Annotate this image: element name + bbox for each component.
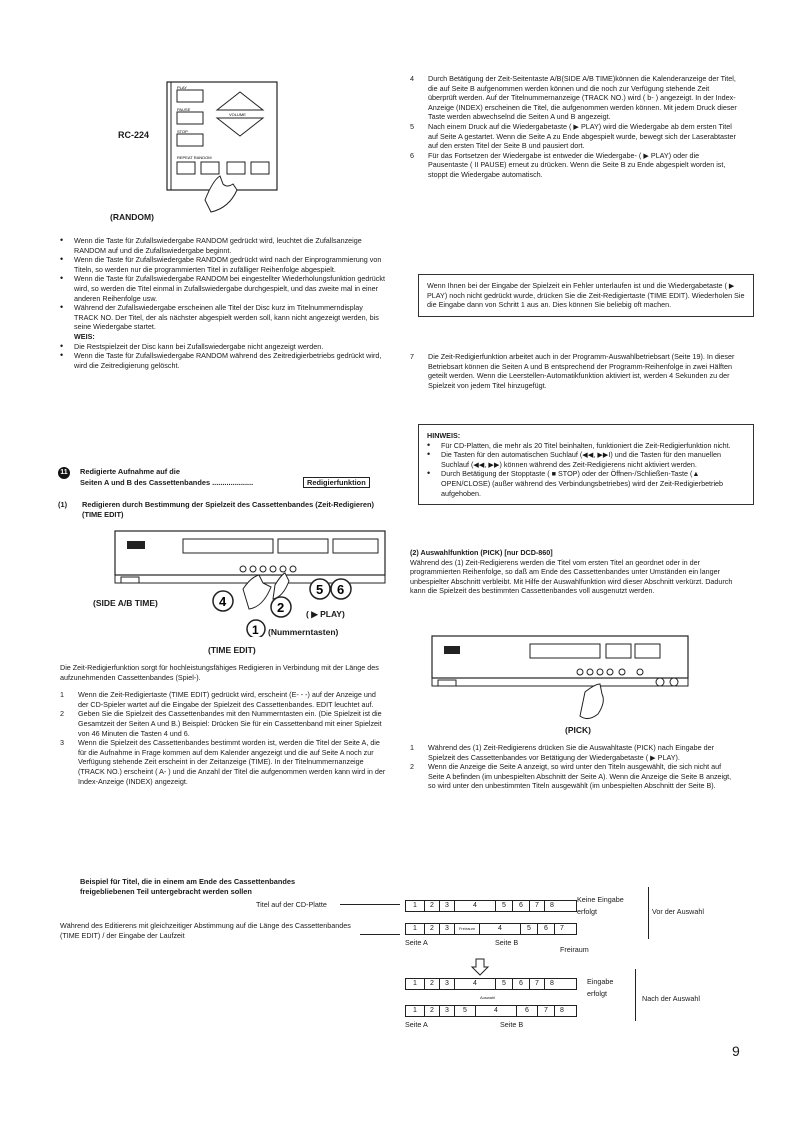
section-title-line1: Redigierte Aufnahme auf die: [80, 467, 180, 476]
list-item: • Wenn die Taste für Zufallswiedergabe RANDOM gedrückt wird nach der Einprogrammierung von Titeln, so werden nur die programmierten Titel in zufälliger Reihenfolge abgespielt.: [60, 255, 385, 274]
edit-label: Während des Editierens mit gleichzeitiger Abstimmung auf die Länge des Cassettenbandes (TIME EDIT) / der Eingabe der Laufzeit: [60, 921, 351, 940]
example-section: [60, 877, 760, 1052]
remote-model-label: RC-224: [118, 130, 150, 140]
remote-caption: (RANDOM): [110, 212, 154, 222]
pick-player-illustration: [430, 632, 690, 737]
step-item: 5 Nach einem Druck auf die Wiedergabetaste ( ▶ PLAY) wird die Wiedergabe ab dem ersten Titel auf Seite A gestartet. Wenn die Seite A zu Ende abgespielt wurde, bewegt sich der Laserabtaster auf den ersten Titel der Seite B und pausiert dort.: [410, 121, 736, 151]
seite-b-label: Seite B: [495, 938, 519, 947]
svg-text:6: 6: [337, 582, 345, 597]
pick-title: (2) Auswahlfunktion (PICK) [nur DCD-860]: [410, 548, 553, 557]
cd-player-illustration: [113, 527, 388, 637]
sub1-number: (1): [58, 500, 68, 509]
right-steps: [410, 74, 738, 180]
tape-cd-before: 1 2 3 4 5 6 7 8: [405, 900, 577, 912]
seite-a-label: Seite A: [405, 1020, 428, 1029]
list-item: • Die Restspielzeit der Disc kann bei Zufallswiedergabe nicht angezeigt werden.: [60, 342, 385, 352]
play-label: PLAY: [177, 85, 187, 90]
stop-button: [177, 134, 203, 146]
step-item: 2 Wenn die Anzeige die Seite A anzeigt, so wird unter den Titeln ausgewählt, die sich nicht auf Seite A befinden (im unbespielten Abschnitt der Seite A). Wenn die Anzeige die Seite B anzeigt, so wird unter den unbestimmten Titeln ausgewählt (im unbespielten Abschnitt der Seite B).: [410, 762, 732, 791]
tape-sides-before: 1 2 3 Freiraum 4 5 6 7: [405, 923, 577, 935]
step-7: 7 Die Zeit-Redigierfunktion arbeitet auch in der Programm-Auswahlbetriebsart (Seite 19). In dieser Betriebsart können die Seiten A und B entsprechend der Programm-Reihenfolge in zwei Hälften geteilt werden. Wenn die Leerstellen-Automatikfunktion aktiviert ist, werden 4 Sekunden zu der Spielzeit von jedem Titel hinzugefügt.: [410, 352, 735, 390]
step-item: 4 Durch Betätigung der Zeit-Seitentaste A/B(SIDE A/B TIME)können die Kalenderanzeige der Titel, die auf Seite B aufgenommen werden können und die noch zur Verfügung stehende Zeit überprüft werden. Auf der Titelnummernanzeige (TRACK NO.) wird ( b- ) angezeigt. In der Index-Anzeige (INDEX) erscheinen die Titel, die aufgenommen werden können. Mit jedem Druck dieser Taste werden abwechselnd die Seiten A und B angezeigt.: [410, 74, 737, 122]
display-window: [183, 539, 273, 553]
page-number: 9: [732, 1043, 740, 1059]
erfolgt-1: erfolgt: [577, 907, 597, 916]
time-edit-section: [60, 663, 388, 786]
section-title-line2: Seiten A und B des Cassettenbandes ....................: [80, 478, 254, 487]
remote-drawing: [165, 80, 280, 220]
sub1-title: Redigieren durch Bestimmung der Spielzeit des Cassettenbandes (Zeit-Redigieren)(TIME EDIT): [82, 500, 374, 519]
random-section: [60, 236, 385, 370]
list-item: • Wenn die Taste für Zufallswiedergabe RANDOM während des Zeitredigierbetriebs gedrückt wird, wird die Zeitredigierung gelöscht.: [60, 351, 385, 370]
nummern-label: (Nummerntasten): [268, 627, 339, 637]
random-button: [201, 162, 219, 174]
example-title-2: freigebliebenen Teil untergebracht werden sollen: [80, 887, 252, 896]
hinweis-box: [418, 424, 754, 505]
pointing-hand-icon: [580, 684, 603, 719]
erfolgt-2: erfolgt: [587, 989, 607, 998]
hinweis-title: HINWEIS:: [427, 431, 461, 440]
vor-der-auswahl: Vor der Auswahl: [652, 907, 704, 916]
list-item: • Wenn die Taste für Zufallswiedergabe RANDOM gedrückt wird, leuchtet die Zufallsanzeige RANDOM auf und die Zufallswiedergabe beginnt.: [60, 236, 385, 255]
side-ab-label: (SIDE A/B TIME): [93, 598, 158, 608]
step-item: 3 Wenn die Spielzeit des Cassettenbandes bestimmt worden ist, werden die Titel der Seite A, die für die Aufnahme in Frage kommen auf dem Kalender angezeigt und die auf Seite A noch zur Verfügung stehende Zeit erscheint in der Zeitanzeige (TIME). In der Titelnummernanzeige (TRACK NO.) erscheint ( A- ) und die Anzahl der Titel die aufgenommen werden kann wird in der Index-Anzeige (INDEX) angezeigt.: [60, 738, 386, 786]
pick-text: Während des (1) Zeit-Redigierens werden die Titel vom ersten Titel an geordnet oder in der programmierten Reihenfolge, so daß am Ende des Cassettenbandes unter Umständen ein langer unbespielter Abschnitt verbleibt. Mit Hilfe der Auswahlfunktion wird dieser Abschnitt verkürzt. Dadurch kann die Spielzeit des bestimmten Cassettenbandes voll ausgenutzt werden.: [410, 557, 733, 596]
svg-text:REPEAT RANDOM: REPEAT RANDOM: [177, 155, 212, 160]
volume-down-icon: [217, 118, 263, 136]
nach-der-auswahl: Nach der Auswahl: [642, 994, 700, 1003]
freiraum-label: Freiraum: [560, 945, 589, 954]
list-item: • Während der Zufallswiedergabe erscheinen alle Titel der Disc kurz im Titelnummerndisplay TRACK NO. Der Titel, der als nächster abgespielt werden soll, kann nicht angezeigt werden, bis seine Wiedergabe startet.: [60, 303, 385, 332]
svg-text:VOLUME: VOLUME: [229, 112, 246, 117]
eingabe-2: Eingabe: [587, 977, 614, 986]
list-item: • Die Tasten für den automatischen Suchlauf (◀◀, ▶▶I) und die Tasten für den manuellen Suchlauf (◀◀, ▶▶) können während des Zeit-Redigierens nicht aktiviert werden.: [427, 450, 745, 469]
pause-button: [177, 112, 203, 124]
intro-text: Die Zeit-Redigierfunktion sorgt für hochleistungsfähiges Redigieren in Verbindung mit der Länge des aufzunehmenden Cassettenbandes (Spiel-).: [60, 663, 379, 682]
step-item: 6 Für das Fortsetzen der Wiedergabe ist entweder die Wiedergabe- ( ▶ PLAY) oder die Pausentaste ( II PAUSE) erneut zu drücken. Wenn die Seite B zu Ende abgespielt worden ist, stoppt die Wiedergabe automatisch.: [410, 150, 726, 179]
svg-text:2: 2: [277, 600, 285, 615]
pick-steps: [410, 743, 738, 791]
list-item: • Für CD-Platten, die mehr als 20 Titel beinhalten, funktioniert die Zeit-Redigierfunktion nicht.: [427, 441, 745, 451]
volume-up-icon: [217, 92, 263, 110]
seite-a-label: Seite A: [405, 938, 428, 947]
pick-section: [410, 548, 738, 596]
svg-text:STOP: STOP: [177, 129, 188, 134]
play-button: [177, 90, 203, 102]
section-number-badge: 11: [58, 467, 70, 479]
step-item: 2 Geben Sie die Spielzeit des Cassettenbandes mit den Nummerntasten ein. (Die Spielzeit ist die Gesamtzeit der Seiten A und B.) Beispiel: Drücken Sie für ein Cassettenband mit einer Spielzeit von 46 Minuten die Tasten 4 und 6.: [60, 709, 382, 738]
svg-text:PAUSE: PAUSE: [177, 107, 191, 112]
cd-label: Titel auf der CD-Platte: [256, 900, 327, 909]
time-edit-label: (TIME EDIT): [208, 645, 256, 655]
pointing-hand-icon: [243, 575, 271, 609]
svg-text:5: 5: [316, 582, 324, 597]
note-text: Wenn Ihnen bei der Eingabe der Spielzeit ein Fehler unterlaufen ist und die Wiedergabetaste ( ▶ PLAY) noch nicht gedrückt wurde, drücken Sie die Zeit-Redigiertaste (TIME EDIT). Wiederholen Sie die Eingabe dann von Schritt 1 aus an. Dies können Sie beliebig oft machen.: [427, 281, 745, 310]
step-item: 1 Während des (1) Zeit-Redigierens drücken Sie die Auswahltaste (PICK) nach Eingabe der Spielzeit des Cassettenbandes vor Betätigung der Wiedergabetaste ( ▶ PLAY).: [410, 743, 715, 762]
play-label: ( ▶ PLAY): [306, 609, 345, 619]
remote-illustration: [110, 80, 280, 230]
down-arrow-icon: [470, 957, 490, 977]
note-box: [418, 274, 754, 317]
redigierfunktion-badge: Redigierfunktion: [303, 477, 370, 488]
list-item: • Durch Betätigung der Stopptaste ( ■ STOP) oder der Öffnen-/Schließen-Taste (▲ OPEN/CLOSE) (außer während des Verbindungsbetriebes) wird der Zeit-Redigierbetrieb aufgehoben.: [427, 469, 745, 498]
tape-sides-after: 1 2 3 5 4 6 7 8: [405, 1005, 577, 1017]
seite-b-label: Seite B: [500, 1020, 524, 1029]
example-title-1: Beispiel für Titel, die in einem am Ende des Cassettenbandes: [80, 877, 296, 886]
callout-4-label: 4: [219, 594, 227, 609]
tape-cd-after: 1 2 3 4 5 6 7 8: [405, 978, 577, 990]
pick-label: (PICK): [565, 725, 591, 735]
repeat-button: [177, 162, 195, 174]
svg-text:1: 1: [252, 623, 259, 637]
keine-eingabe-1: Keine Eingabe: [577, 895, 624, 904]
pointing-hand-icon: [205, 176, 237, 212]
list-item: • Wenn die Taste für Zufallswiedergabe RANDOM bei eingestellter Wiederholungsfunktion gedrückt wird, so werden die Titel einmal in Zufallswiedergabe durchgespielt, und das zweite mal in einer anderen Reihenfolge usw.: [60, 274, 385, 303]
weis-label: WEIS:: [74, 331, 95, 341]
step-item: 1 Wenn die Zeit-Redigiertaste (TIME EDIT) gedrückt wird, erscheint (E- - -) auf der Anzeige und der CD-Spieler wartet auf die Eingabe der Spielzeit des Cassettenbandes. EDIT leuchtet auf.: [60, 690, 376, 709]
auswahl-label: Auswahl: [480, 995, 496, 1000]
